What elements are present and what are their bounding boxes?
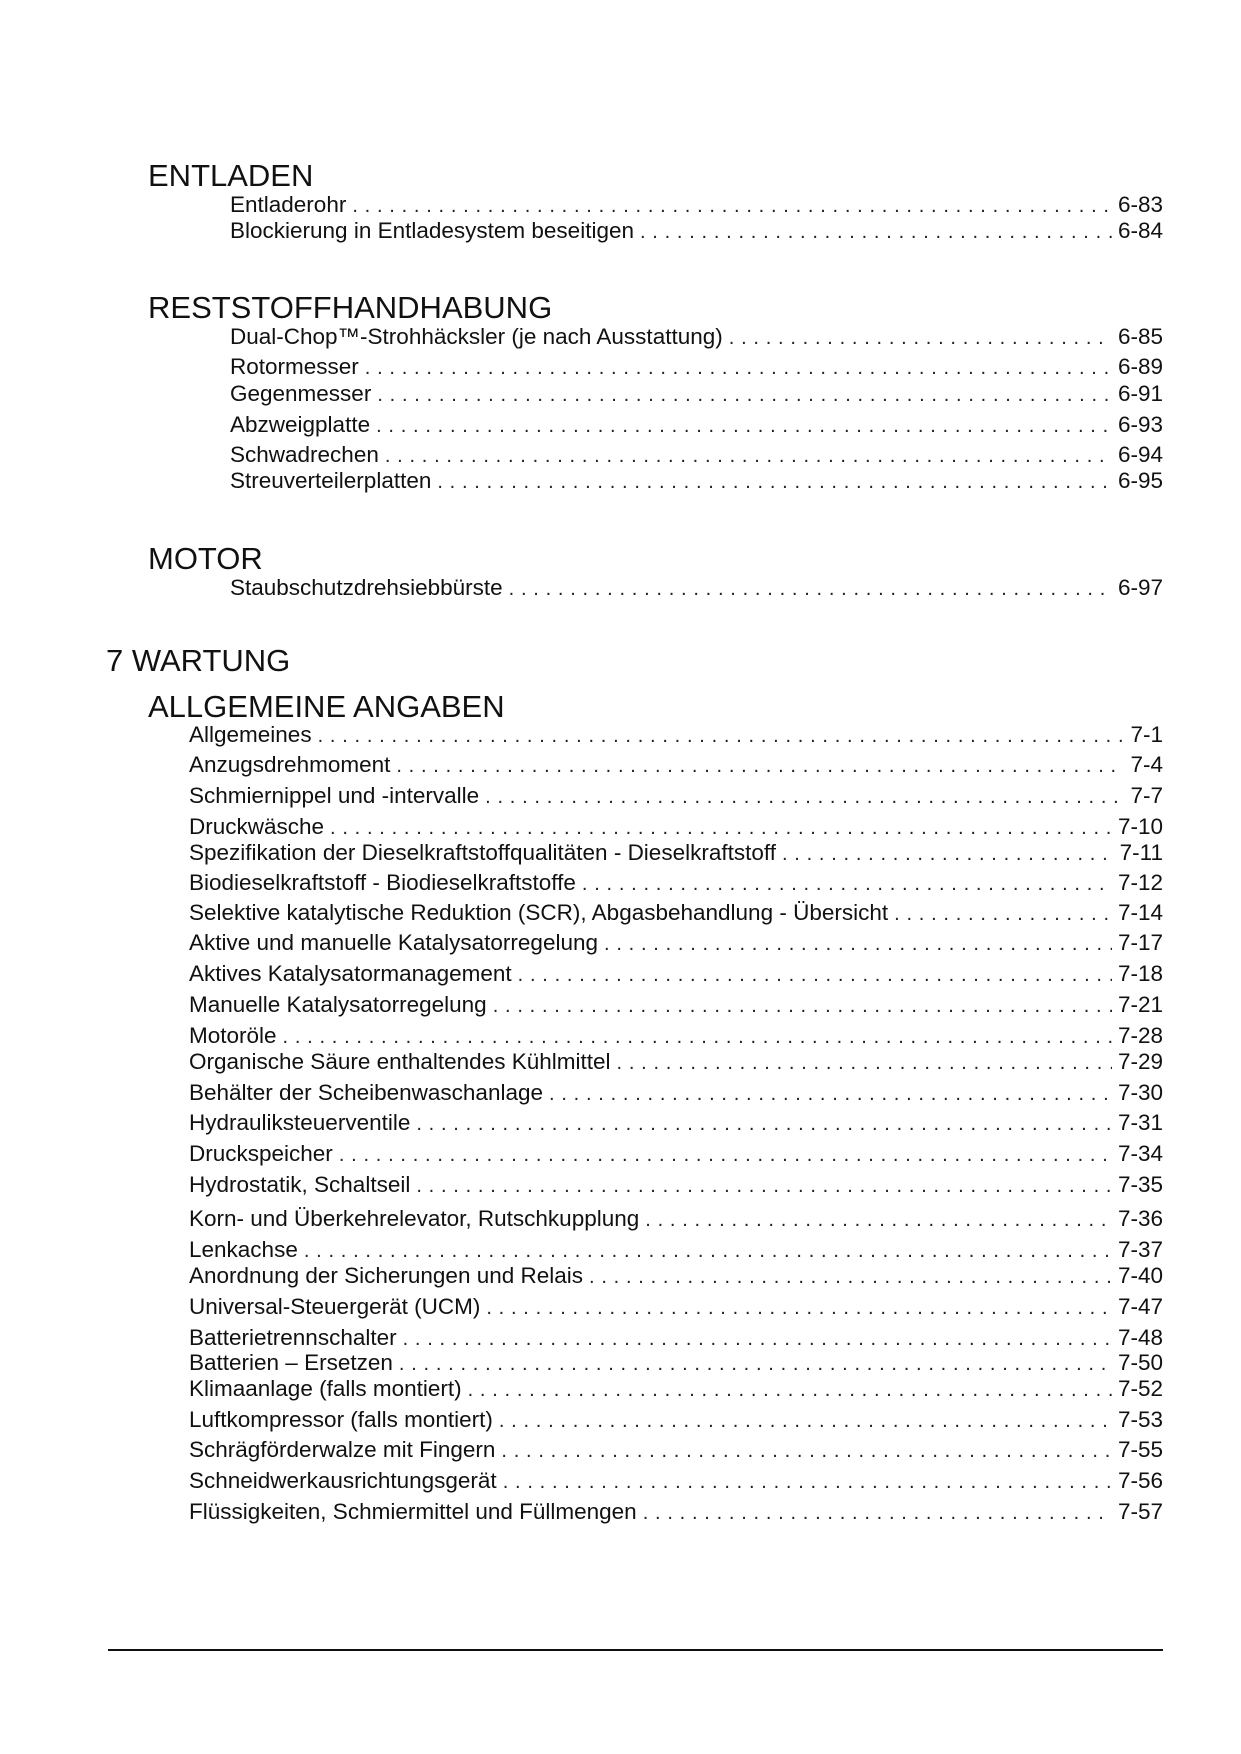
toc-entry[interactable]	[189, 1468, 1163, 1495]
toc-entry-title: Streuverteilerplatten	[230, 468, 432, 493]
toc-entry[interactable]	[189, 752, 1163, 779]
toc-entry-page: 7-52	[1117, 1376, 1163, 1401]
toc-entry-page: 7-21	[1117, 992, 1163, 1017]
dot-leader	[518, 962, 1112, 988]
toc-entry-title: Aktives Katalysatormanagement	[189, 961, 512, 986]
toc-entry-title: Blockierung in Entladesystem beseitigen	[230, 218, 634, 243]
dot-leader	[640, 219, 1112, 245]
dot-leader	[643, 1500, 1112, 1526]
toc-entry[interactable]	[189, 840, 1163, 867]
dot-leader	[399, 1351, 1112, 1377]
toc-entry-page: 7-4	[1130, 752, 1163, 777]
toc-entry-title: Staubschutzdrehsiebbürste	[230, 575, 503, 600]
dot-leader	[782, 841, 1114, 867]
dot-leader	[385, 443, 1112, 469]
toc-entry-page: 7-18	[1117, 961, 1163, 986]
dot-leader	[617, 1050, 1112, 1076]
toc-entry[interactable]	[189, 1141, 1163, 1168]
toc-entry[interactable]	[189, 1294, 1163, 1321]
toc-entry-title: Schwadrechen	[230, 442, 379, 467]
dot-leader	[330, 815, 1112, 841]
toc-entry-page: 6-83	[1117, 192, 1163, 217]
toc-entry-title: Lenkachse	[189, 1237, 298, 1262]
toc-entry[interactable]	[189, 1172, 1163, 1199]
dot-leader	[403, 1326, 1112, 1352]
toc-entry-title: Biodieselkraftstoff - Biodieselkraftstoffe	[189, 870, 576, 895]
toc-entry-page: 7-50	[1117, 1350, 1163, 1375]
toc-entry[interactable]	[189, 1376, 1163, 1403]
dot-leader	[729, 325, 1112, 351]
toc-entry-page: 7-47	[1117, 1294, 1163, 1319]
dot-leader	[437, 469, 1112, 495]
toc-entry-page: 7-10	[1117, 814, 1163, 839]
toc-entry-title: Schneidwerkausrichtungsgerät	[189, 1468, 497, 1493]
toc-entry-page: 7-17	[1117, 930, 1163, 955]
dot-leader	[376, 413, 1112, 439]
toc-entry[interactable]	[230, 354, 1163, 381]
toc-entry-page: 7-56	[1117, 1468, 1163, 1493]
toc-entry-page: 6-94	[1117, 442, 1163, 467]
toc-entry-page: 7-7	[1130, 783, 1163, 808]
toc-entry-title: Behälter der Scheibenwaschanlage	[189, 1080, 543, 1105]
toc-entry-title: Spezifikation der Dieselkraftstoffqualitäten - Dieselkraftstoff	[189, 840, 776, 865]
dot-leader	[304, 1238, 1112, 1264]
dot-leader	[503, 1469, 1112, 1495]
toc-entry-title: Abzweigplatte	[230, 412, 371, 437]
toc-entry-page: 7-29	[1117, 1049, 1163, 1074]
toc-entry-page: 7-40	[1117, 1263, 1163, 1288]
toc-entry[interactable]	[189, 1110, 1163, 1137]
toc-entry-page: 7-57	[1117, 1499, 1163, 1524]
toc-entry[interactable]	[230, 218, 1163, 245]
dot-leader	[377, 382, 1112, 408]
toc-entry[interactable]	[189, 1049, 1163, 1076]
toc-entry[interactable]	[189, 1237, 1163, 1264]
toc-entry[interactable]	[230, 192, 1163, 219]
toc-entry[interactable]	[189, 870, 1163, 897]
toc-entry-page: 7-14	[1117, 900, 1163, 925]
dot-leader	[589, 1264, 1112, 1290]
toc-entry[interactable]	[189, 783, 1163, 810]
toc-entry-title: Hydrostatik, Schaltseil	[189, 1172, 411, 1197]
toc-entry-page: 7-35	[1117, 1172, 1163, 1197]
toc-entry[interactable]	[230, 442, 1163, 469]
dot-leader	[486, 1295, 1112, 1321]
dot-leader	[365, 355, 1112, 381]
toc-entry-page: 6-85	[1117, 324, 1163, 349]
toc-entry-title: Klimaanlage (falls montiert)	[189, 1376, 462, 1401]
footer-rule	[108, 1649, 1163, 1651]
toc-entry-title: Gegenmesser	[230, 381, 372, 406]
toc-entry[interactable]	[189, 1263, 1163, 1290]
toc-entry-title: Motoröle	[189, 1023, 277, 1048]
toc-entry-page: 7-36	[1117, 1206, 1163, 1231]
toc-entry[interactable]	[230, 575, 1163, 602]
dot-leader	[318, 723, 1125, 749]
toc-entry-title: Anzugsdrehmoment	[189, 752, 391, 777]
toc-entry[interactable]	[189, 1499, 1163, 1526]
toc-entry-page: 7-34	[1117, 1141, 1163, 1166]
toc-entry-title: Aktive und manuelle Katalysatorregelung	[189, 930, 598, 955]
toc-entry[interactable]	[189, 1437, 1163, 1464]
dot-leader	[283, 1024, 1112, 1050]
toc-entry-title: Schrägförderwalze mit Fingern	[189, 1437, 496, 1462]
toc-entry-page: 7-1	[1130, 722, 1163, 747]
toc-entry[interactable]	[189, 1023, 1163, 1050]
toc-entry-page: 6-91	[1117, 381, 1163, 406]
dot-leader	[549, 1081, 1112, 1107]
toc-entry-page: 6-97	[1117, 575, 1163, 600]
section-heading-motor: MOTOR	[148, 541, 263, 576]
toc-entry-title: Schmiernippel und -intervalle	[189, 783, 480, 808]
toc-entry[interactable]	[189, 1080, 1163, 1107]
dot-leader	[501, 1438, 1112, 1464]
toc-entry-title: Organische Säure enthaltendes Kühlmittel	[189, 1049, 611, 1074]
toc-entry[interactable]	[189, 961, 1163, 988]
dot-leader	[645, 1207, 1112, 1233]
toc-entry-title: Entladerohr	[230, 192, 347, 217]
dot-leader	[396, 753, 1124, 779]
toc-entry[interactable]	[189, 1407, 1163, 1434]
dot-leader	[485, 784, 1124, 810]
toc-entry-page: 7-30	[1117, 1080, 1163, 1105]
toc-entry-page: 6-89	[1117, 354, 1163, 379]
toc-entry-page: 6-84	[1117, 218, 1163, 243]
toc-entry-title: Allgemeines	[189, 722, 312, 747]
toc-entry-title: Universal-Steuergerät (UCM)	[189, 1294, 481, 1319]
dot-leader	[499, 1408, 1112, 1434]
section-heading-reststoffhandhabung: RESTSTOFFHANDHABUNG	[148, 290, 553, 325]
toc-entry-title: Korn- und Überkehrelevator, Rutschkupplung	[189, 1206, 640, 1231]
toc-entry[interactable]	[230, 468, 1163, 495]
toc-entry[interactable]	[230, 381, 1163, 408]
toc-entry-page: 7-48	[1117, 1325, 1163, 1350]
toc-entry-page: 7-31	[1117, 1110, 1163, 1135]
dot-leader	[509, 576, 1112, 602]
toc-entry[interactable]	[230, 324, 1163, 351]
toc-entry-title: Anordnung der Sicherungen und Relais	[189, 1263, 584, 1288]
toc-entry-page: 7-28	[1117, 1023, 1163, 1048]
dot-leader	[493, 993, 1112, 1019]
toc-entry-page: 6-95	[1117, 468, 1163, 493]
toc-entry[interactable]	[189, 1206, 1163, 1233]
toc-entry[interactable]	[189, 992, 1163, 1019]
toc-entry-page: 7-12	[1117, 870, 1163, 895]
dot-leader	[416, 1173, 1112, 1199]
toc-entry-title: Dual-Chop™-Strohhäcksler (je nach Ausstattung)	[230, 324, 723, 349]
toc-entry-title: Selektive katalytische Reduktion (SCR), Abgasbehandlung - Übersicht	[189, 900, 889, 925]
toc-entry-page: 7-11	[1119, 840, 1163, 865]
toc-entry-title: Batterien – Ersetzen	[189, 1350, 393, 1375]
dot-leader	[894, 901, 1112, 927]
toc-entry-title: Hydrauliksteuerventile	[189, 1110, 411, 1135]
toc-entry-title: Luftkompressor (falls montiert)	[189, 1407, 493, 1432]
toc-entry-page: 7-53	[1117, 1407, 1163, 1432]
toc-entry[interactable]	[189, 722, 1163, 749]
dot-leader	[468, 1377, 1112, 1403]
toc-entry-title: Batterietrennschalter	[189, 1325, 397, 1350]
toc-entry-title: Druckwäsche	[189, 814, 325, 839]
section-heading-allgemeine-angaben: ALLGEMEINE ANGABEN	[148, 689, 505, 724]
toc-entry-title: Manuelle Katalysatorregelung	[189, 992, 487, 1017]
toc-entry-title: Rotormesser	[230, 354, 359, 379]
toc-entry[interactable]	[189, 1325, 1163, 1352]
toc-entry[interactable]	[189, 900, 1163, 927]
dot-leader	[339, 1142, 1112, 1168]
dot-leader	[604, 931, 1112, 957]
chapter-heading: 7 WARTUNG	[106, 643, 291, 678]
dot-leader	[416, 1111, 1112, 1137]
dot-leader	[352, 193, 1112, 219]
toc-entry-page: 7-37	[1117, 1237, 1163, 1262]
toc-entry[interactable]	[189, 1350, 1163, 1377]
toc-entry-page: 7-55	[1117, 1437, 1163, 1462]
toc-entry[interactable]	[189, 814, 1163, 841]
dot-leader	[582, 871, 1112, 897]
section-heading-entladen: ENTLADEN	[148, 158, 314, 193]
toc-entry-title: Flüssigkeiten, Schmiermittel und Füllmengen	[189, 1499, 637, 1524]
toc-entry[interactable]	[189, 930, 1163, 957]
toc-entry[interactable]	[230, 412, 1163, 439]
toc-entry-title: Druckspeicher	[189, 1141, 333, 1166]
toc-entry-page: 6-93	[1117, 412, 1163, 437]
